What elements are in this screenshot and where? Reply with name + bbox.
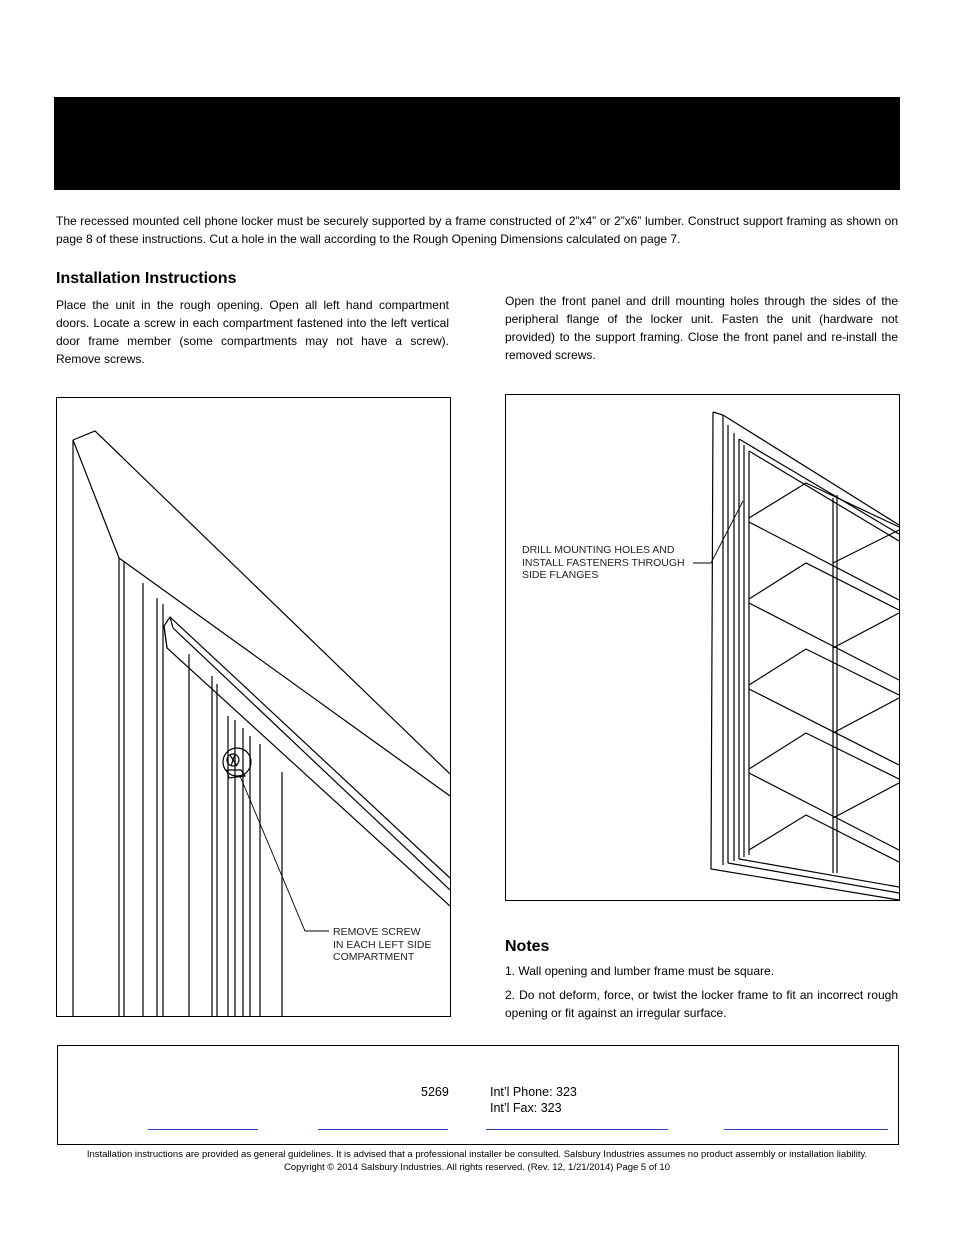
zip-code-fragment: 5269 (421, 1085, 449, 1099)
contact-box (57, 1045, 899, 1145)
notes-heading: Notes (505, 938, 550, 955)
footer-copyright: Copyright © 2014 Salsbury Industries. All rights reserved. (Rev. 12, 1/21/2014) Page 5 of 10 (284, 1162, 670, 1173)
link-underline[interactable] (486, 1129, 668, 1130)
remove-screw-drawing (57, 398, 450, 1016)
figure-mounting-holes (505, 394, 900, 901)
intro-paragraph: The recessed mounted cell phone locker must be securely supported by a frame constructed of 2”x4” or 2”x6” lumber. Construct support framing as shown on page 8 of these instructions. Cut a hole in the wall according to the Rough Opening Dimensions calculated on page 7. (56, 214, 898, 246)
intl-phone: Int’l Phone: 323 (490, 1085, 577, 1099)
mounting-holes-callout: DRILL MOUNTING HOLES AND INSTALL FASTENERS THROUGH SIDE FLANGES (522, 544, 685, 581)
figure-remove-screw (56, 397, 451, 1017)
step-remove-screws-text: Place the unit in the rough opening. Open all left hand compartment doors. Locate a screw in each compartment fastened into the left vertical door frame member (some compartments may not have a screw). Remove screws. (56, 298, 449, 366)
step-fasten-unit-text: Open the front panel and drill mounting holes through the sides of the peripheral flange of the locker unit. Fasten the unit (hardware not provided) to the support framing. Close the front panel and re-install the removed screws. (505, 294, 898, 362)
link-underline[interactable] (724, 1129, 888, 1130)
intl-fax: Int’l Fax: 323 (490, 1101, 562, 1115)
note-item: 2. Do not deform, force, or twist the locker frame to fit an incorrect rough opening or fit against an irregular surface. (505, 988, 898, 1020)
mounting-holes-drawing (506, 395, 899, 900)
header-bar (54, 97, 900, 190)
link-underline[interactable] (318, 1129, 448, 1130)
remove-screw-callout: REMOVE SCREW IN EACH LEFT SIDE COMPARTMENT (333, 926, 432, 963)
note-item: 1. Wall opening and lumber frame must be square. (505, 964, 775, 978)
footer-disclaimer: Installation instructions are provided as general guidelines. It is advised that a professional installer be consulted. Salsbury Industries assumes no product assembly or installation liability. (86, 1149, 868, 1160)
link-underline[interactable] (148, 1129, 258, 1130)
installation-heading: Installation Instructions (56, 270, 237, 287)
